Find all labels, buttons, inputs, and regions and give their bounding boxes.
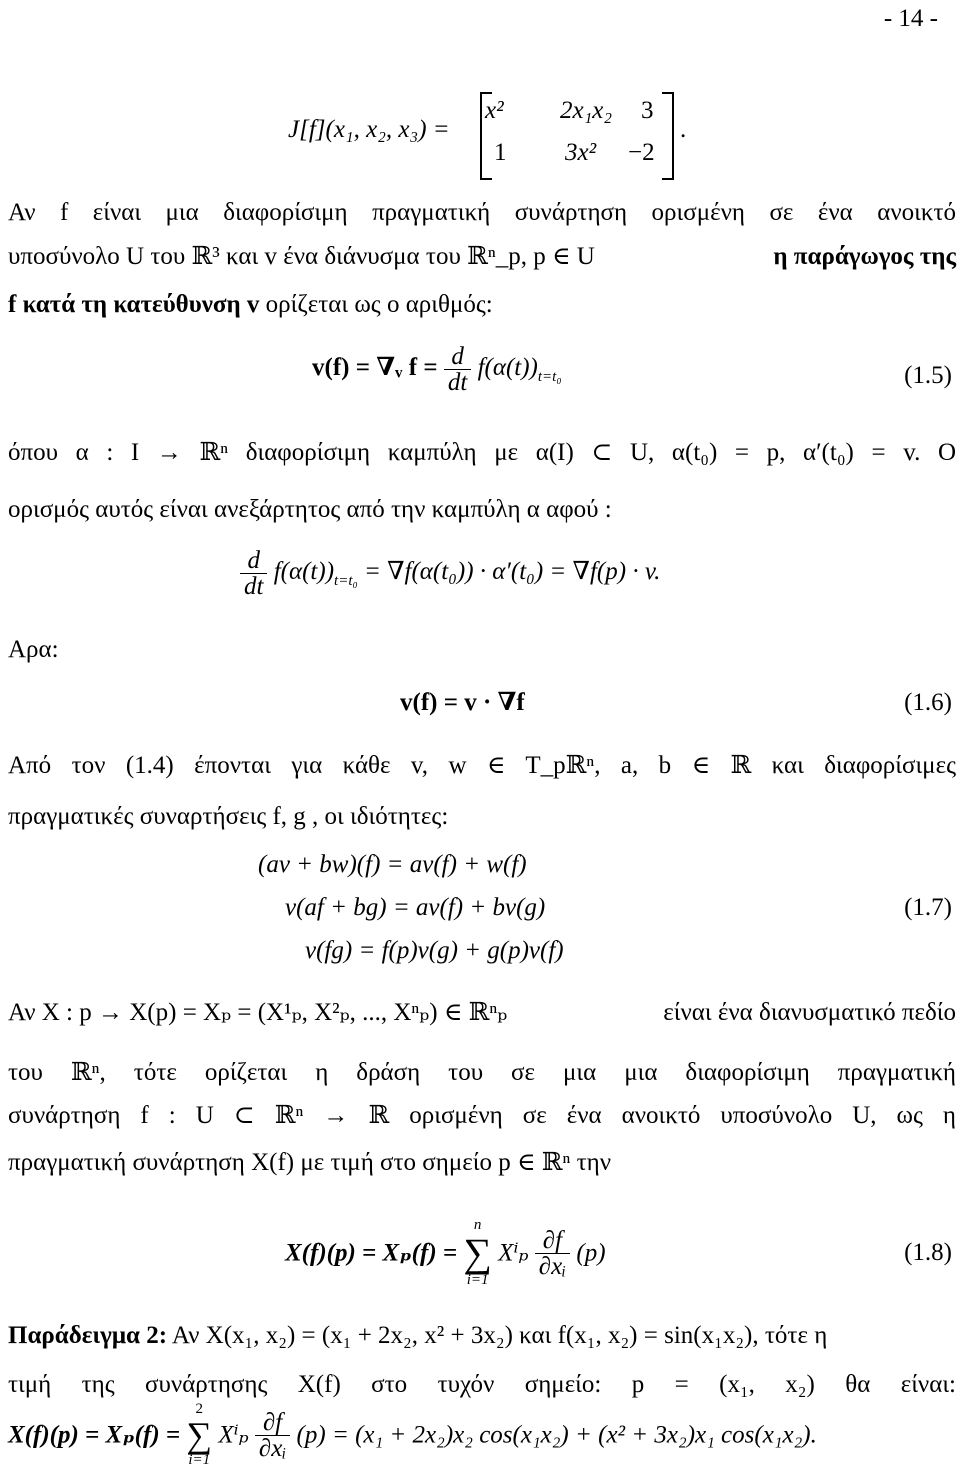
example-frac-den: ∂xᵢ xyxy=(258,1434,287,1462)
para3-line1: Από τον (1.4) έπονται για κάθε v, w ∈ T_pℝⁿ, a, b ∈ ℝ και διαφορίσιμες xyxy=(8,752,956,779)
example-term: Xⁱₚ xyxy=(218,1421,249,1449)
matrix-cell: 3x² xyxy=(565,139,597,166)
para1-line3-text: ορίζεται ως ο αριθμός: xyxy=(265,291,493,318)
eq15-rhs: f(α(t)) xyxy=(477,354,538,382)
eq15-fraction xyxy=(444,344,471,395)
example-final-lhs: X(f)(p) = Xₚ(f) = xyxy=(8,1421,181,1449)
matrix-cell: x² xyxy=(485,97,504,124)
eq17-line: (av + bw)(f) = av(f) + w(f) xyxy=(258,851,527,878)
para4-line4: πραγματική συνάρτηση X(f) με τιμή στο σημείο p ∈ ℝⁿ την xyxy=(8,1149,612,1176)
eq18-label: (1.8) xyxy=(904,1239,952,1266)
para4-line1-expr: Αν X : p → X(p) = Xₚ = (X¹ₚ, X²ₚ, ..., Xⁿₚ) ∈ ℝⁿₚ xyxy=(8,999,508,1026)
matrix-right-bracket xyxy=(662,92,674,180)
eq18-tail: (p) xyxy=(576,1239,606,1267)
eq18-sum xyxy=(463,1218,492,1288)
para4-line1 xyxy=(8,1000,956,1025)
ara-label: Αρα: xyxy=(8,636,59,663)
equation-1-5 xyxy=(312,344,562,395)
matrix-cell: 2x₁x₂ xyxy=(560,97,613,124)
eq15-sub: t=t₀ xyxy=(537,369,562,386)
eq15-lhs: v(f) = ∇ᵥ f = xyxy=(312,354,438,382)
eq17-line: v(af + bg) = av(f) + bv(g) xyxy=(285,894,546,921)
para1-line1: Αν f είναι μια διαφορίσιμη πραγματική συνάρτηση ορισμένη σε ένα ανοικτό xyxy=(8,199,956,226)
matrix-cell: −2 xyxy=(628,139,655,166)
para1-line2-text: υποσύνολο U του ℝ³ και v ένα διάνυσμα του ℝⁿ_p, p ∈ U xyxy=(8,243,595,270)
example-line1-rest: Αν X(x₁, x₂) = (x₁ + 2x₂, x² + 3x₂) και f(x₁, x₂) = sin(x₁x₂), τότε η xyxy=(171,1322,828,1349)
eq18-fraction xyxy=(535,1228,570,1279)
example-final-rhs: (p) = (x₁ + 2x₂)x₂ cos(x₁x₂) + (x² + 3x₂)x₁ cos(x₁x₂). xyxy=(296,1421,817,1449)
example-sum xyxy=(186,1402,212,1468)
equation-chain xyxy=(240,548,660,599)
eq18-term: Xⁱₚ xyxy=(498,1239,529,1267)
page-number: - 14 - xyxy=(883,5,938,32)
equation-1-8 xyxy=(285,1218,606,1288)
para4-line3: συνάρτηση f : U ⊂ ℝⁿ → ℝ ορισμένη σε ένα ανοικτό υποσύνολο U, ως η xyxy=(8,1102,956,1129)
chain-expr: f(α(t)) xyxy=(273,558,335,586)
para2-line1: όπου α : I → ℝⁿ διαφορίσιμη καμπύλη με α(I) ⊂ U, α(t₀) = p, α′(t₀) = v. Ο xyxy=(8,439,956,466)
equation-1-6: v(f) = v · ∇f xyxy=(400,689,525,716)
example-sum-top: 2 xyxy=(195,1401,203,1417)
para1-line2 xyxy=(8,244,956,269)
eq16-label: (1.6) xyxy=(904,689,952,716)
eq15-frac-num: d xyxy=(444,344,471,370)
eq18-frac-den: ∂xᵢ xyxy=(538,1252,567,1280)
chain-frac-den: dt xyxy=(244,573,264,600)
example-line2: τιμή της συνάρτησης X(f) στο τυχόν σημείο: p = (x₁, x₂) θα είναι: xyxy=(8,1371,956,1398)
para2-line2: ορισμός αυτός είναι ανεξάρτητος από την καμπύλη α αφού : xyxy=(8,496,612,523)
chain-fraction xyxy=(240,548,267,599)
para4-line1-text: είναι ένα διανυσματικό πεδίο xyxy=(663,999,956,1026)
chain-sub: t=t₀ xyxy=(334,573,358,590)
matrix-cell: 1 xyxy=(494,139,507,166)
chain-rhs: = ∇f(α(t₀)) · α′(t₀) = ∇f(p) · v. xyxy=(363,558,661,586)
example-line1 xyxy=(8,1323,956,1348)
example-frac-num: ∂f xyxy=(255,1410,290,1436)
para1-line2-bold: η παράγωγος της xyxy=(773,243,956,270)
eq18-lhs: X(f)(p) = Xₚ(f) = xyxy=(285,1239,458,1267)
example-sum-bottom: i=1 xyxy=(188,1452,211,1468)
jacobian-lhs: J[f](x₁, x₂, x₃) = xyxy=(288,116,450,143)
eq17-label: (1.7) xyxy=(904,894,952,921)
sigma-icon: ∑ xyxy=(186,1415,213,1455)
para3-line2: πραγματικές συναρτήσεις f, g , οι ιδιότητες: xyxy=(8,803,449,830)
example-title: Παράδειγμα 2: xyxy=(8,1322,168,1349)
eq18-sum-top: n xyxy=(473,1217,482,1233)
eq18-frac-num: ∂f xyxy=(535,1228,570,1254)
para4-line2: του ℝⁿ, τότε ορίζεται η δράση του σε μια μια διαφορίσιμη πραγματική xyxy=(8,1059,956,1086)
sigma-icon: ∑ xyxy=(463,1230,492,1275)
para1-line3-bold: f κατά τη κατεύθυνση v xyxy=(8,291,260,318)
para1-line3 xyxy=(8,292,493,317)
eq18-sum-bottom: i=1 xyxy=(466,1272,489,1288)
eq17-line: v(fg) = f(p)v(g) + g(p)v(f) xyxy=(305,937,564,964)
eq15-label: (1.5) xyxy=(904,362,952,389)
example-final-equation xyxy=(8,1402,817,1468)
matrix-cell: 3 xyxy=(641,97,654,124)
matrix-period: . xyxy=(680,116,687,143)
example-fraction xyxy=(255,1410,290,1461)
chain-frac-num: d xyxy=(240,548,267,574)
eq15-frac-den: dt xyxy=(447,369,468,396)
